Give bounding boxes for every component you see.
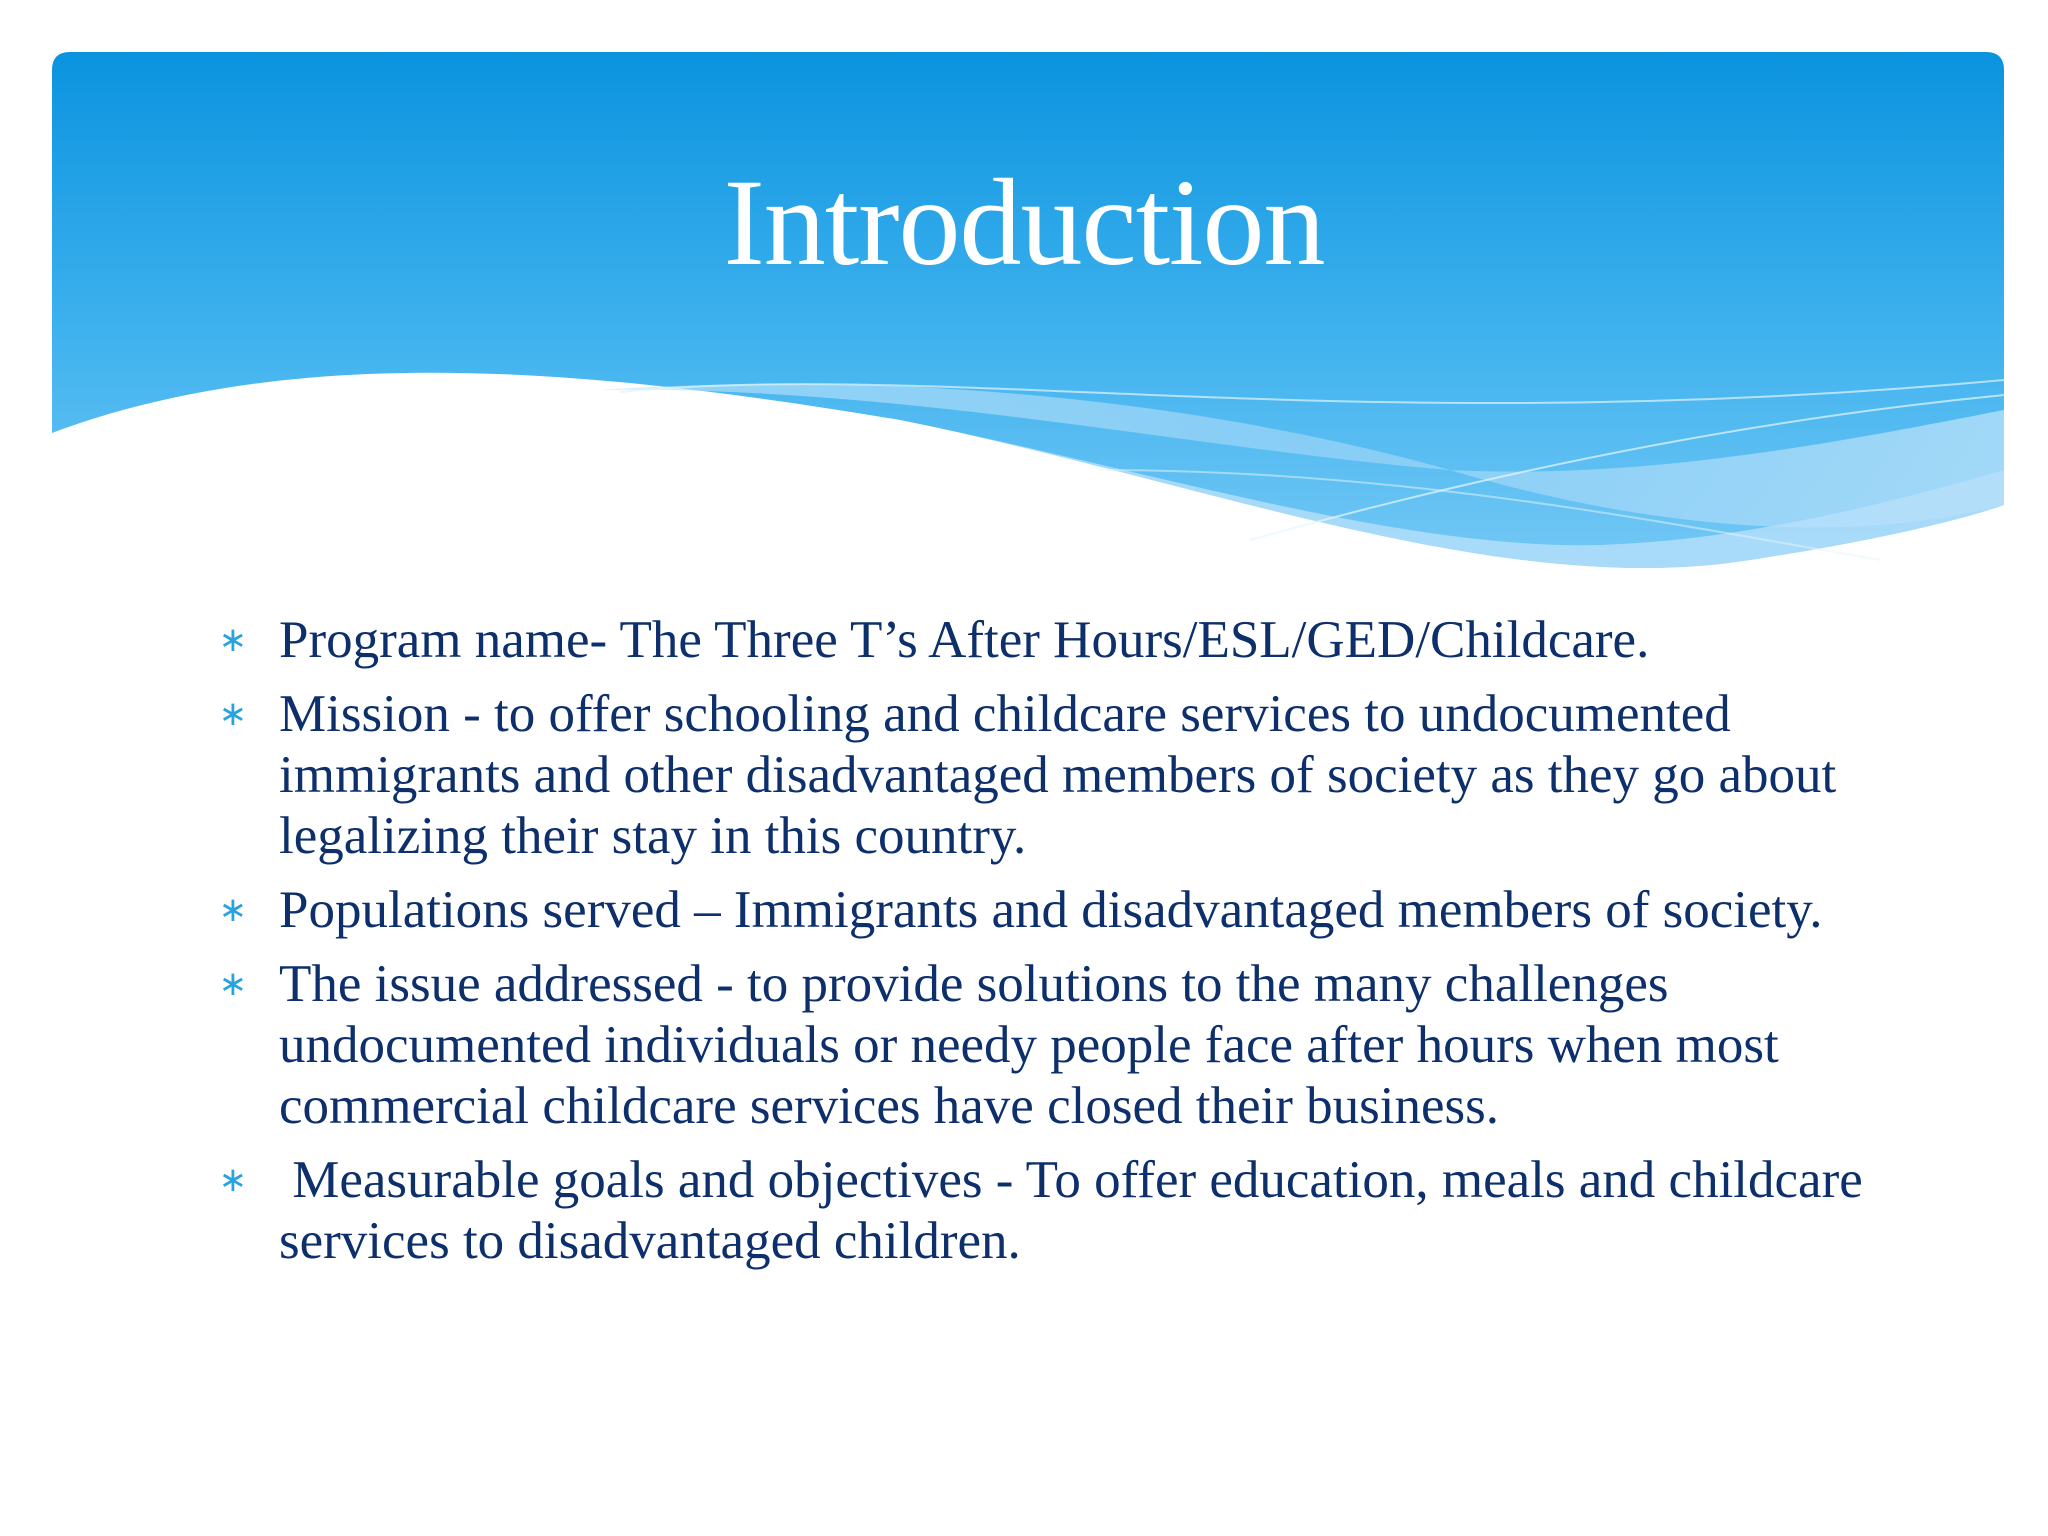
bullet-text: Measurable goals and objectives - To offer education, meals and childcare services to disadvantaged children.	[279, 1151, 1876, 1270]
bullet-populations-served	[213, 880, 1913, 941]
bullet-text: Mission - to offer schooling and childcare services to undocumented immigrants and other disadvantaged members of society as they go about legalizing their stay in this country.	[279, 685, 1837, 865]
asterisk-icon: ∗	[218, 1160, 248, 1200]
bullet-program-name	[213, 610, 1913, 671]
asterisk-icon: ∗	[218, 890, 248, 930]
bullet-text: Program name- The Three T’s After Hours/ESL/GED/Childcare.	[279, 611, 1650, 669]
slide-title: Introduction	[723, 154, 1325, 291]
asterisk-icon: ∗	[218, 694, 248, 734]
header-wave-background	[0, 0, 2048, 600]
bullet-mission	[213, 684, 1913, 867]
bullet-issue-addressed	[213, 954, 1913, 1137]
bullet-list	[213, 610, 1913, 1285]
asterisk-icon: ∗	[218, 964, 248, 1004]
asterisk-icon: ∗	[218, 620, 248, 660]
bullet-measurable-goals	[213, 1150, 1913, 1272]
bullet-text: The issue addressed - to provide solutions to the many challenges undocumented individuals or needy people face after hours when most commercial childcare services have closed their business.	[279, 955, 1779, 1135]
bullet-text: Populations served – Immigrants and disadvantaged members of society.	[279, 881, 1823, 939]
